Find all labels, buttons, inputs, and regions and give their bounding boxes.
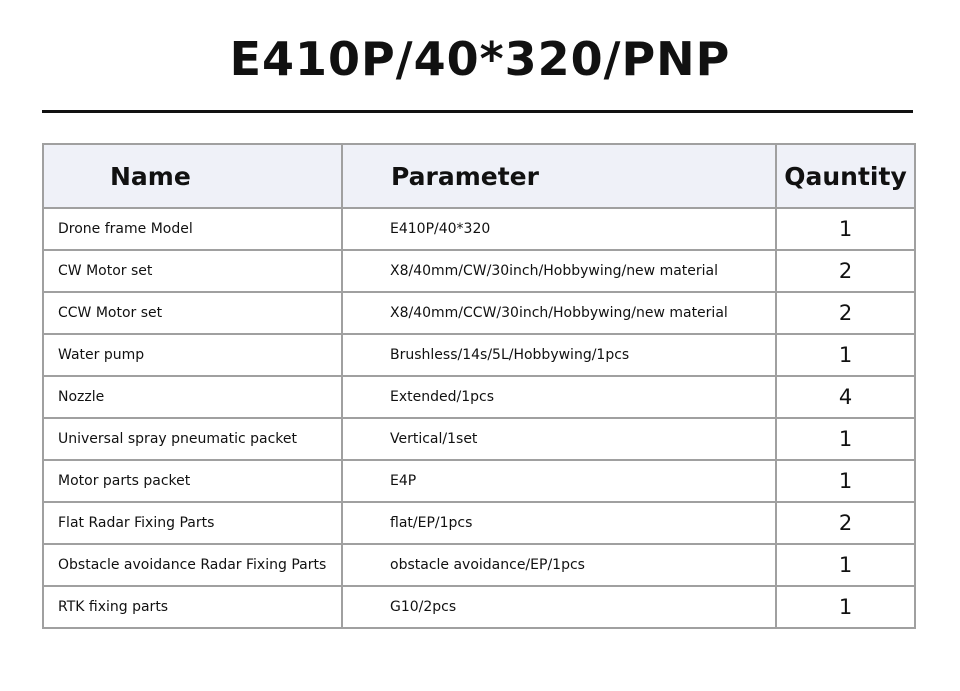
name-cell: RTK fixing parts bbox=[43, 586, 342, 628]
header-name: Name bbox=[43, 144, 342, 208]
parameter-cell: G10/2pcs bbox=[342, 586, 776, 628]
parameter-cell: E410P/40*320 bbox=[342, 208, 776, 250]
name-cell: Nozzle bbox=[43, 376, 342, 418]
name-cell: Obstacle avoidance Radar Fixing Parts bbox=[43, 544, 342, 586]
parameter-cell: X8/40mm/CCW/30inch/Hobbywing/new material bbox=[342, 292, 776, 334]
quantity-cell: 2 bbox=[776, 292, 915, 334]
name-cell: Motor parts packet bbox=[43, 460, 342, 502]
quantity-cell: 1 bbox=[776, 208, 915, 250]
quantity-cell: 1 bbox=[776, 544, 915, 586]
quantity-cell: 2 bbox=[776, 250, 915, 292]
table-row bbox=[43, 376, 915, 418]
parts-table bbox=[42, 143, 916, 629]
parameter-cell: Extended/1pcs bbox=[342, 376, 776, 418]
name-cell: Universal spray pneumatic packet bbox=[43, 418, 342, 460]
parameter-cell: obstacle avoidance/EP/1pcs bbox=[342, 544, 776, 586]
table-row bbox=[43, 250, 915, 292]
name-cell: Flat Radar Fixing Parts bbox=[43, 502, 342, 544]
header-parameter: Parameter bbox=[342, 144, 776, 208]
table-row bbox=[43, 418, 915, 460]
quantity-cell: 1 bbox=[776, 334, 915, 376]
table-row bbox=[43, 460, 915, 502]
parameter-cell: X8/40mm/CW/30inch/Hobbywing/new material bbox=[342, 250, 776, 292]
table-row bbox=[43, 502, 915, 544]
quantity-cell: 4 bbox=[776, 376, 915, 418]
name-cell: Drone frame Model bbox=[43, 208, 342, 250]
name-cell: CCW Motor set bbox=[43, 292, 342, 334]
table-row bbox=[43, 544, 915, 586]
table-row bbox=[43, 208, 915, 250]
quantity-cell: 1 bbox=[776, 460, 915, 502]
title-divider bbox=[42, 110, 913, 113]
parameter-cell: E4P bbox=[342, 460, 776, 502]
page-title: E410P/40*320/PNP bbox=[229, 32, 731, 86]
table-row bbox=[43, 292, 915, 334]
name-cell: Water pump bbox=[43, 334, 342, 376]
parameter-cell: Vertical/1set bbox=[342, 418, 776, 460]
table-row bbox=[43, 586, 915, 628]
quantity-cell: 1 bbox=[776, 418, 915, 460]
quantity-cell: 2 bbox=[776, 502, 915, 544]
parameter-cell: Brushless/14s/5L/Hobbywing/1pcs bbox=[342, 334, 776, 376]
table-header-row bbox=[43, 144, 915, 208]
name-cell: CW Motor set bbox=[43, 250, 342, 292]
parameter-cell: flat/EP/1pcs bbox=[342, 502, 776, 544]
table-row bbox=[43, 334, 915, 376]
header-quantity: Qauntity bbox=[776, 144, 915, 208]
quantity-cell: 1 bbox=[776, 586, 915, 628]
